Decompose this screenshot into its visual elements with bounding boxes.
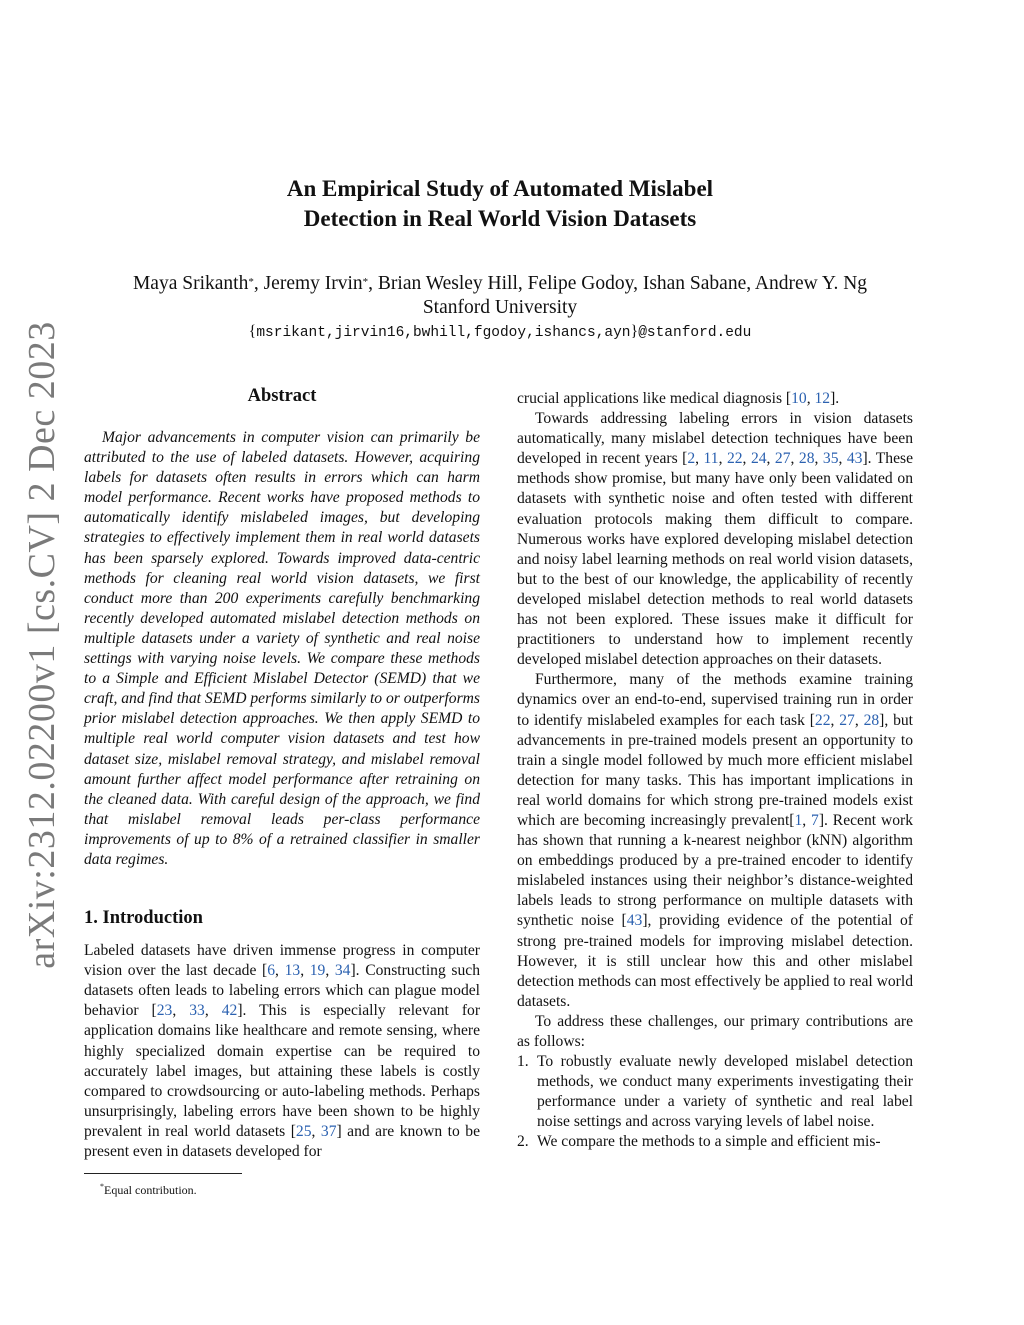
body-paragraph: Towards addressing labeling errors in vision datasets automatically, many mislabel detection techniques have been developed in recent years [2, 11, 22, 24, 27, 28, 35, 43]. These methods show promise, but many have only been validated on datasets with synthetic noise and often tested with different evaluation protocols making them difficult to compare. Numerous works have explored developing mislabel detection and noisy label learning methods on real world vision datasets, but to the best of our knowledge, the applicability of recently developed mislabel detection methods to real world datasets has not been explored. These issues make it difficult for practitioners to understand how to implement recently developed mislabel detection approaches on their datasets. xyxy=(517,410,914,669)
citation-link[interactable]: 24 xyxy=(750,450,767,468)
body-paragraph: To address these challenges, our primary contributions are as follows: xyxy=(517,1012,913,1050)
citation-link[interactable]: 35 xyxy=(822,450,839,468)
paper-title xyxy=(150,174,850,234)
abstract-text: Major advancements in computer vision can primarily be attributed to the use of labeled datasets. However, acquiring labels for datasets often results in errors which can harm model performance. Recent works have proposed methods to automatically identify mislabeled images, but developing strategies to effectively implement them in real world datasets has been sparsely explored. Towards improved data-centric methods for cleaning real world vision datasets, we first conduct more than 200 experiments carefully benchmarking recently developed automated mislabel detection methods on multiple datasets under a variety of synthetic and real noise settings with varying noise levels. We compare these methods to a Simple and Efficient Mislabel Detector (SEMD) that we craft, and find that SEMD performs similarly to or outperforms prior mislabel detection approaches. We then apply SEMD to multiple real world computer vision datasets and test how dataset size, mislabel removal strategy, and mislabel removal amount further affect model performance after retraining on the cleaned data. With careful design of the approach, we find that mislabel removal leads per-class performance improvements of up to 8% of a retrained classifier in smaller data regimes. xyxy=(84,429,480,868)
citation-link[interactable]: 12 xyxy=(814,390,831,407)
citation-link[interactable]: 11 xyxy=(703,450,719,468)
title-line-1: An Empirical Study of Automated Mislabel xyxy=(286,176,714,201)
citation-link[interactable]: 19 xyxy=(309,962,326,980)
list-item: 1. To robustly evaluate newly developed mislabel detection methods, we conduct many experiments investigating their performance under a variety of synthetic and real label noise settings and across varying levels of label noise. xyxy=(517,1053,913,1131)
equal-contribution-mark: * xyxy=(248,276,254,288)
citation-link[interactable]: 42 xyxy=(221,1002,238,1020)
citation-link[interactable]: 43 xyxy=(626,912,643,930)
citation-link[interactable]: 28 xyxy=(798,450,815,468)
footnote-text: Equal contribution. xyxy=(104,1183,197,1198)
body-paragraph: crucial applications like medical diagnosis [10, 12]. xyxy=(517,390,840,407)
arxiv-identifier: arXiv:2312.02200v1 [cs.CV] 2 Dec 2023 xyxy=(21,321,64,969)
body-paragraph: Furthermore, many of the methods examine training dynamics over an end-to-end, supervised training run in order to identify mislabeled examples for each task [22, 27, 28], but advancements in pre-trained models present an opportunity to train a single model followed by much more efficient mislabel detection for many tasks. This has important implications in real world domains for which strong pre-trained models exist which are becoming increasingly prevalent[1, 7]. Recent work has shown that running a k-nearest neighbor (kNN) algorithm on embeddings produced by a pre-trained encoder to identify mislabeled instances using their neighbor’s distance-weighted labels leads to strong performance on multiple datasets with synthetic noise [43], providing evidence of the potential of strong pre-trained models for improving mislabel detection. However, it is still unclear how this and other mislabel detection methods can most effectively be applied to real world datasets. xyxy=(517,671,914,1010)
citation-link[interactable]: 43 xyxy=(846,450,863,468)
affiliation: Stanford University xyxy=(422,297,578,318)
citation-link[interactable]: 28 xyxy=(863,711,880,729)
citation-link[interactable]: 7 xyxy=(811,811,819,829)
section-heading-introduction: 1. Introduction xyxy=(84,908,203,929)
citation-link[interactable]: 6 xyxy=(267,962,276,980)
author-emails: {msrikant,jirvin16,bwhill,fgodoy,ishancs,ayn}@stanford.edu xyxy=(248,323,752,341)
author-list: Maya Srikanth*, Jeremy Irvin*, Brian Wesley Hill, Felipe Godoy, Ishan Sabane, Andrew Y. Ng xyxy=(132,273,868,294)
footnote-divider xyxy=(84,1173,242,1174)
citation-link[interactable]: 22 xyxy=(814,711,831,729)
intro-paragraph: Labeled datasets have driven immense progress in computer vision over the last decade [6, 13, 19, 34]. Constructing such datasets often leads to labeling errors which can plague model behavior [23, 33, 42]. This is especially relevant for application domains like healthcare and remote sensing, where highly specialized domain expertise can be required to accurately label images, but attaining these labels is costly compared to crowdsourcing or auto-labeling methods. Perhaps unsurprisingly, labeling errors have been shown to be highly prevalent in real world datasets [25, 37] and are known to be present even in datasets developed for xyxy=(84,942,481,1160)
footnote-mark: * xyxy=(100,1182,104,1192)
citation-link[interactable]: 33 xyxy=(189,1002,205,1020)
right-column xyxy=(517,389,913,1153)
citation-link[interactable]: 1 xyxy=(794,811,803,829)
citation-link[interactable]: 27 xyxy=(774,450,791,468)
citation-link[interactable]: 10 xyxy=(791,390,807,407)
list-item: 2. We compare the methods to a simple and efficient mis- xyxy=(517,1133,881,1151)
title-line-2: Detection in Real World Vision Datasets xyxy=(303,206,697,231)
contributions-list xyxy=(517,1052,913,1152)
citation-link[interactable]: 22 xyxy=(726,450,743,468)
citation-link[interactable]: 37 xyxy=(320,1122,337,1140)
equal-contribution-mark: * xyxy=(362,276,369,288)
author-name: Maya Srikanth xyxy=(132,273,249,294)
citation-link[interactable]: 23 xyxy=(156,1002,173,1020)
citation-link[interactable]: 2 xyxy=(687,450,696,468)
author-name: Jeremy Irvin xyxy=(263,273,363,294)
author-names-rest: Brian Wesley Hill, Felipe Godoy, Ishan Sabane, Andrew Y. Ng xyxy=(377,273,868,294)
citation-link[interactable]: 25 xyxy=(295,1122,312,1140)
footnote xyxy=(84,1179,480,1198)
citation-link[interactable]: 34 xyxy=(334,962,351,980)
abstract-heading: Abstract xyxy=(247,386,317,406)
citation-link[interactable]: 27 xyxy=(839,711,855,729)
citation-link[interactable]: 13 xyxy=(284,962,301,980)
left-column xyxy=(84,383,480,1198)
